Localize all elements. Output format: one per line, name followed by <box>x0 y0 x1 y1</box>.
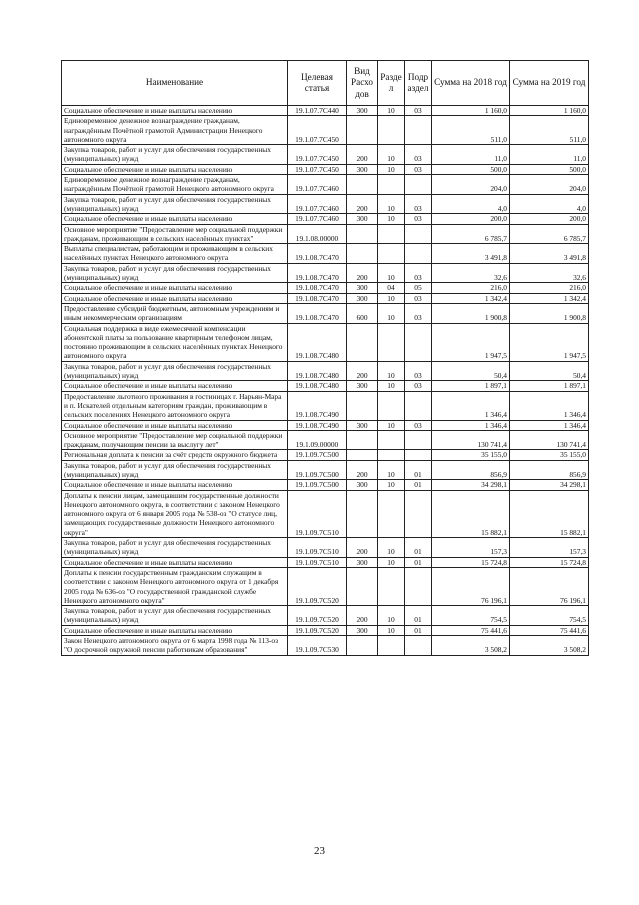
cell-target-article: 19.1.07.7С460 <box>288 214 347 224</box>
cell-sum-2019: 75 441,6 <box>510 625 589 635</box>
table-row <box>62 293 589 303</box>
cell-target-article: 19.1.09.7С500 <box>288 460 347 480</box>
cell-name: Социальная поддержка в виде ежемесячной компенсации абонентской платы за пользование квартирным телефоном лицам, постоянно проживающим в сельских населённых пунктах Ненецкого автономного округа <box>62 323 288 361</box>
cell-section: 10 <box>378 480 405 490</box>
cell-target-article: 19.1.08.7С470 <box>288 303 347 323</box>
cell-name: Закон Ненецкого автономного округа от 6 марта 1998 года № 113-оз "О досрочной окружной пенсии работникам образования" <box>62 636 288 656</box>
cell-subsection <box>405 391 432 420</box>
cell-expense-type: 200 <box>347 263 378 283</box>
cell-sum-2018: 50,4 <box>432 361 510 381</box>
cell-sum-2018: 157,3 <box>432 538 510 558</box>
cell-name: Социальное обеспечение и иные выплаты населению <box>62 164 288 174</box>
cell-name: Предоставление льготного проживания в гостиницах г. Нарьян-Мара и п. Искателей отдельным категориям граждан, проживающим в сельских поселениях Ненецкого автономного округа <box>62 391 288 420</box>
cell-sum-2018: 1 900,8 <box>432 303 510 323</box>
cell-target-article: 19.1.08.7С490 <box>288 391 347 420</box>
cell-target-article: 19.1.08.7С480 <box>288 361 347 381</box>
cell-sum-2019: 6 785,7 <box>510 224 589 244</box>
cell-sum-2019: 1 897,1 <box>510 381 589 391</box>
header-expense-type: Вид Расхо дов <box>347 61 378 106</box>
cell-expense-type <box>347 224 378 244</box>
cell-sum-2018: 204,0 <box>432 175 510 195</box>
cell-sum-2018: 1 342,4 <box>432 293 510 303</box>
header-sum-2019: Сумма на 2019 год <box>510 61 589 106</box>
cell-expense-type: 200 <box>347 145 378 165</box>
cell-section <box>378 636 405 656</box>
cell-section: 04 <box>378 283 405 293</box>
cell-sum-2019: 15 882,1 <box>510 490 589 537</box>
cell-subsection: 03 <box>405 194 432 214</box>
cell-sum-2019: 35 155,0 <box>510 450 589 460</box>
cell-name: Основное мероприятие "Предоставление мер социальной поддержки гражданам, проживающим в сельских населённых пунктах" <box>62 224 288 244</box>
cell-section: 10 <box>378 606 405 626</box>
cell-name: Единовременное денежное вознаграждение гражданам, награждённым Почётной грамотой Администрации Ненецкого автономного округа <box>62 116 288 145</box>
table-row <box>62 303 589 323</box>
cell-sum-2019: 76 196,1 <box>510 567 589 605</box>
cell-target-article: 19.1.09.7С500 <box>288 480 347 490</box>
cell-subsection: 03 <box>405 381 432 391</box>
table-body <box>62 106 589 656</box>
cell-name: Закупка товаров, работ и услуг для обеспечения государственных (муниципальных) нужд <box>62 145 288 165</box>
cell-name: Социальное обеспечение и иные выплаты населению <box>62 480 288 490</box>
cell-subsection <box>405 175 432 195</box>
cell-sum-2018: 511,0 <box>432 116 510 145</box>
cell-subsection: 01 <box>405 606 432 626</box>
cell-subsection <box>405 323 432 361</box>
cell-expense-type: 300 <box>347 625 378 635</box>
cell-name: Единовременное денежное вознаграждение гражданам, награждённым Почётной грамотой Ненецкого автономного округа <box>62 175 288 195</box>
cell-sum-2018: 1 897,1 <box>432 381 510 391</box>
cell-sum-2018: 200,0 <box>432 214 510 224</box>
cell-expense-type <box>347 175 378 195</box>
cell-name: Закупка товаров, работ и услуг для обеспечения государственных (муниципальных) нужд <box>62 460 288 480</box>
cell-expense-type: 300 <box>347 293 378 303</box>
cell-sum-2018: 754,5 <box>432 606 510 626</box>
cell-subsection <box>405 490 432 537</box>
cell-expense-type <box>347 450 378 460</box>
cell-sum-2019: 50,4 <box>510 361 589 381</box>
cell-section <box>378 430 405 450</box>
table-row <box>62 490 589 537</box>
cell-sum-2019: 754,5 <box>510 606 589 626</box>
cell-subsection: 03 <box>405 214 432 224</box>
cell-section <box>378 116 405 145</box>
cell-expense-type: 300 <box>347 557 378 567</box>
cell-target-article: 19.1.09.7С520 <box>288 606 347 626</box>
cell-sum-2018: 130 741,4 <box>432 430 510 450</box>
cell-expense-type: 300 <box>347 283 378 293</box>
table-row <box>62 106 589 116</box>
cell-sum-2018: 75 441,6 <box>432 625 510 635</box>
table-row <box>62 145 589 165</box>
cell-subsection: 03 <box>405 361 432 381</box>
cell-target-article: 19.1.09.7С510 <box>288 490 347 537</box>
cell-target-article: 19.1.09.7С510 <box>288 557 347 567</box>
header-name: Наименование <box>62 61 288 106</box>
cell-target-article: 19.1.08.7С470 <box>288 283 347 293</box>
cell-sum-2019: 511,0 <box>510 116 589 145</box>
cell-sum-2019: 1 947,5 <box>510 323 589 361</box>
cell-target-article: 19.1.08.00000 <box>288 224 347 244</box>
cell-subsection: 03 <box>405 145 432 165</box>
cell-expense-type: 300 <box>347 480 378 490</box>
cell-expense-type: 200 <box>347 460 378 480</box>
cell-sum-2019: 3 491,8 <box>510 244 589 264</box>
cell-expense-type <box>347 391 378 420</box>
table-row <box>62 116 589 145</box>
cell-expense-type <box>347 490 378 537</box>
cell-target-article: 19.1.09.7С520 <box>288 567 347 605</box>
cell-section: 10 <box>378 381 405 391</box>
header-row <box>62 61 589 106</box>
table-row <box>62 450 589 460</box>
table-row <box>62 224 589 244</box>
cell-sum-2019: 3 508,2 <box>510 636 589 656</box>
cell-subsection <box>405 224 432 244</box>
cell-sum-2019: 1 346,4 <box>510 420 589 430</box>
table-row <box>62 194 589 214</box>
table-row <box>62 164 589 174</box>
cell-target-article: 19.1.08.7С480 <box>288 381 347 391</box>
cell-sum-2018: 3 491,8 <box>432 244 510 264</box>
cell-sum-2018: 500,0 <box>432 164 510 174</box>
cell-subsection: 03 <box>405 263 432 283</box>
cell-section: 10 <box>378 214 405 224</box>
cell-expense-type: 300 <box>347 164 378 174</box>
cell-target-article: 19.1.07.7С450 <box>288 145 347 165</box>
cell-sum-2018: 76 196,1 <box>432 567 510 605</box>
cell-section <box>378 490 405 537</box>
cell-target-article: 19.1.09.00000 <box>288 430 347 450</box>
cell-subsection: 01 <box>405 538 432 558</box>
cell-sum-2019: 856,9 <box>510 460 589 480</box>
cell-target-article: 19.1.08.7С470 <box>288 293 347 303</box>
cell-subsection <box>405 450 432 460</box>
cell-name: Закупка товаров, работ и услуг для обеспечения государственных (муниципальных) нужд <box>62 606 288 626</box>
cell-section: 10 <box>378 557 405 567</box>
cell-subsection: 01 <box>405 460 432 480</box>
cell-section: 10 <box>378 538 405 558</box>
cell-expense-type <box>347 116 378 145</box>
table-row <box>62 175 589 195</box>
cell-expense-type: 200 <box>347 361 378 381</box>
cell-target-article: 19.1.08.7С490 <box>288 420 347 430</box>
cell-section: 10 <box>378 145 405 165</box>
cell-subsection: 03 <box>405 293 432 303</box>
cell-target-article: 19.1.07.7С450 <box>288 164 347 174</box>
cell-name: Социальное обеспечение и иные выплаты населению <box>62 557 288 567</box>
cell-sum-2019: 34 298,1 <box>510 480 589 490</box>
cell-name: Закупка товаров, работ и услуг для обеспечения государственных (муниципальных) нужд <box>62 263 288 283</box>
cell-sum-2018: 856,9 <box>432 460 510 480</box>
cell-section: 10 <box>378 625 405 635</box>
cell-sum-2019: 1 346,4 <box>510 391 589 420</box>
cell-sum-2018: 3 508,2 <box>432 636 510 656</box>
cell-expense-type: 300 <box>347 214 378 224</box>
cell-name: Социальное обеспечение и иные выплаты населению <box>62 625 288 635</box>
cell-expense-type: 300 <box>347 420 378 430</box>
cell-target-article: 19.1.09.7С520 <box>288 625 347 635</box>
cell-subsection <box>405 567 432 605</box>
cell-section: 10 <box>378 303 405 323</box>
cell-sum-2018: 32,6 <box>432 263 510 283</box>
table-row <box>62 430 589 450</box>
cell-sum-2018: 35 155,0 <box>432 450 510 460</box>
cell-section <box>378 391 405 420</box>
cell-name: Основное мероприятие "Предоставление мер социальной поддержки гражданам, получающим пенсии за выслугу лет" <box>62 430 288 450</box>
cell-section <box>378 175 405 195</box>
cell-expense-type: 200 <box>347 606 378 626</box>
cell-section: 10 <box>378 263 405 283</box>
cell-sum-2018: 1 346,4 <box>432 420 510 430</box>
cell-sum-2018: 34 298,1 <box>432 480 510 490</box>
table-row <box>62 381 589 391</box>
cell-sum-2018: 216,0 <box>432 283 510 293</box>
cell-subsection: 03 <box>405 106 432 116</box>
cell-name: Социальное обеспечение и иные выплаты населению <box>62 293 288 303</box>
table-row <box>62 538 589 558</box>
cell-sum-2019: 204,0 <box>510 175 589 195</box>
table-row <box>62 420 589 430</box>
table-row <box>62 567 589 605</box>
table-row <box>62 625 589 635</box>
cell-target-article: 19.1.07.7С440 <box>288 106 347 116</box>
cell-expense-type <box>347 323 378 361</box>
header-target-article: Целевая статья <box>288 61 347 106</box>
table-row <box>62 361 589 381</box>
cell-section <box>378 224 405 244</box>
cell-sum-2019: 216,0 <box>510 283 589 293</box>
cell-sum-2018: 1 346,4 <box>432 391 510 420</box>
cell-sum-2018: 15 882,1 <box>432 490 510 537</box>
cell-target-article: 19.1.07.7С460 <box>288 194 347 214</box>
cell-sum-2019: 32,6 <box>510 263 589 283</box>
cell-sum-2018: 4,0 <box>432 194 510 214</box>
table-row <box>62 323 589 361</box>
cell-sum-2019: 15 724,8 <box>510 557 589 567</box>
cell-subsection: 01 <box>405 480 432 490</box>
cell-name: Социальное обеспечение и иные выплаты населению <box>62 420 288 430</box>
header-subsection: Подр аздел <box>405 61 432 106</box>
budget-table-sheet <box>61 60 588 656</box>
cell-expense-type: 600 <box>347 303 378 323</box>
cell-name: Закупка товаров, работ и услуг для обеспечения государственных (муниципальных) нужд <box>62 194 288 214</box>
cell-section: 10 <box>378 293 405 303</box>
cell-subsection <box>405 636 432 656</box>
cell-section <box>378 323 405 361</box>
table-header <box>62 61 589 106</box>
cell-subsection: 03 <box>405 303 432 323</box>
cell-target-article: 19.1.09.7С500 <box>288 450 347 460</box>
cell-expense-type <box>347 636 378 656</box>
table-row <box>62 606 589 626</box>
cell-name: Предоставление субсидий бюджетным, автономным учреждениям и иным некоммерческим организациям <box>62 303 288 323</box>
cell-sum-2019: 11,0 <box>510 145 589 165</box>
table-row <box>62 391 589 420</box>
budget-table <box>61 60 589 656</box>
cell-sum-2019: 1 900,8 <box>510 303 589 323</box>
cell-section: 10 <box>378 361 405 381</box>
cell-target-article: 19.1.09.7С530 <box>288 636 347 656</box>
cell-name: Социальное обеспечение и иные выплаты населению <box>62 381 288 391</box>
cell-section: 10 <box>378 106 405 116</box>
cell-section <box>378 244 405 264</box>
cell-target-article: 19.1.08.7С470 <box>288 263 347 283</box>
cell-sum-2018: 6 785,7 <box>432 224 510 244</box>
cell-name: Социальное обеспечение и иные выплаты населению <box>62 214 288 224</box>
cell-target-article: 19.1.07.7С460 <box>288 175 347 195</box>
table-row <box>62 480 589 490</box>
cell-subsection: 01 <box>405 625 432 635</box>
cell-sum-2019: 1 160,0 <box>510 106 589 116</box>
cell-name: Закупка товаров, работ и услуг для обеспечения государственных (муниципальных) нужд <box>62 538 288 558</box>
cell-expense-type: 200 <box>347 538 378 558</box>
header-sum-2018: Сумма на 2018 год <box>432 61 510 106</box>
cell-sum-2018: 15 724,8 <box>432 557 510 567</box>
table-row <box>62 460 589 480</box>
cell-sum-2019: 1 342,4 <box>510 293 589 303</box>
cell-expense-type <box>347 430 378 450</box>
cell-sum-2019: 157,3 <box>510 538 589 558</box>
cell-name: Выплаты специалистам, работающим и проживающим в сельских населённых пунктах Ненецкого автономного округа <box>62 244 288 264</box>
cell-name: Закупка товаров, работ и услуг для обеспечения государственных (муниципальных) нужд <box>62 361 288 381</box>
table-row <box>62 214 589 224</box>
table-row <box>62 283 589 293</box>
table-row <box>62 636 589 656</box>
cell-sum-2019: 200,0 <box>510 214 589 224</box>
cell-target-article: 19.1.08.7С470 <box>288 244 347 264</box>
cell-subsection: 05 <box>405 283 432 293</box>
table-row <box>62 263 589 283</box>
cell-target-article: 19.1.09.7С510 <box>288 538 347 558</box>
cell-sum-2018: 11,0 <box>432 145 510 165</box>
cell-name: Региональная доплата к пенсии за счёт средств окружного бюджета <box>62 450 288 460</box>
cell-subsection <box>405 116 432 145</box>
page-number: 23 <box>314 845 325 857</box>
cell-name: Социальное обеспечение и иные выплаты населению <box>62 106 288 116</box>
cell-expense-type <box>347 244 378 264</box>
cell-target-article: 19.1.08.7С480 <box>288 323 347 361</box>
cell-target-article: 19.1.07.7С450 <box>288 116 347 145</box>
cell-subsection: 01 <box>405 557 432 567</box>
cell-expense-type: 200 <box>347 194 378 214</box>
cell-section: 10 <box>378 194 405 214</box>
cell-name: Доплаты к пенсии государственным гражданским служащим в соответствии с законом Ненецкого автономного округа от 1 декабря 2005 года № 636-оз "О государственной гражданской службе Ненецкого автономного округа" <box>62 567 288 605</box>
cell-section: 10 <box>378 420 405 430</box>
cell-subsection <box>405 430 432 450</box>
cell-subsection: 03 <box>405 420 432 430</box>
table-row <box>62 244 589 264</box>
cell-section: 10 <box>378 164 405 174</box>
cell-sum-2019: 130 741,4 <box>510 430 589 450</box>
cell-sum-2019: 500,0 <box>510 164 589 174</box>
cell-sum-2019: 4,0 <box>510 194 589 214</box>
cell-sum-2018: 1 947,5 <box>432 323 510 361</box>
cell-expense-type: 300 <box>347 381 378 391</box>
cell-section: 10 <box>378 460 405 480</box>
cell-expense-type <box>347 567 378 605</box>
cell-name: Социальное обеспечение и иные выплаты населению <box>62 283 288 293</box>
table-row <box>62 557 589 567</box>
cell-section <box>378 567 405 605</box>
cell-subsection <box>405 244 432 264</box>
cell-section <box>378 450 405 460</box>
cell-expense-type: 300 <box>347 106 378 116</box>
header-section: Разде л <box>378 61 405 106</box>
cell-sum-2018: 1 160,0 <box>432 106 510 116</box>
cell-subsection: 03 <box>405 164 432 174</box>
cell-name: Доплаты к пенсии лицам, замещавшим государственные должности Ненецкого автономного округа, в соответствии с законом Ненецкого автономного округа от 6 января 2005 года № 538-оз "О статусе лиц, замещающих государственные должности Ненецкого автономного округа" <box>62 490 288 537</box>
